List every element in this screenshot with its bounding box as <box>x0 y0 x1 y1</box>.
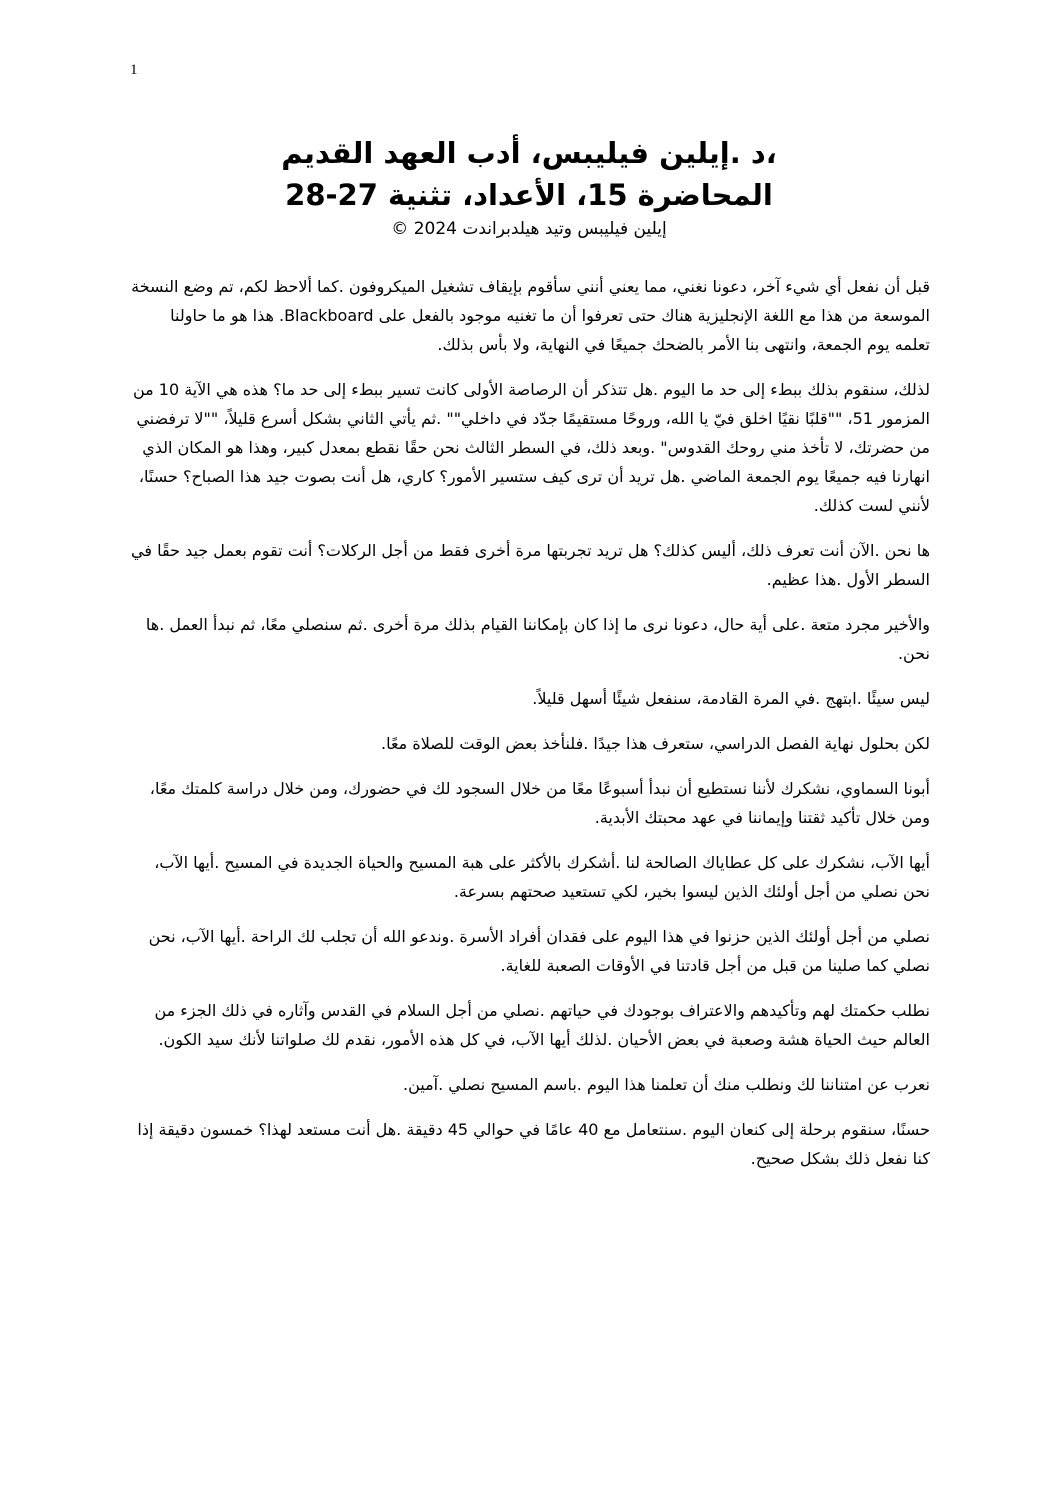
document-title-line-2: المحاضرة 15، الأعداد، تثنية 27-28 <box>285 178 773 212</box>
paragraph-prayer-opening: أبونا السماوي، نشكرك لأننا نستطيع أن نبدأ أسبوعًا معًا من خلال السجود لك في حضورك، ومن خلال دراسة كلمتك معًا، ومن خلال تأكيد ثقتنا وإيماننا في عهد محبتك الأبدية. <box>149 779 930 827</box>
paragraph-end-of-semester: لكن بحلول نهاية الفصل الدراسي، ستعرف هذا جيدًا .فلنأخذ بعض الوقت للصلاة معًا. <box>380 734 930 753</box>
paragraph-prayer-grief: نصلي من أجل أولئك الذين حزنوا في هذا اليوم على فقدان أفراد الأسرة .وندعو الله أن تجلب لك الراحة .أيها الآب، نحن نصلي كما صلينا من قبل من أجل قادتنا في الأوقات الصعبة للغاية. <box>148 927 930 975</box>
document-header <box>130 132 928 242</box>
document-body <box>130 272 930 1173</box>
paragraph-prayer-wisdom: نطلب حكمتك لهم وتأكيدهم والاعتراف بوجودك في حياتهم .نصلي من أجل السلام في القدس وآثاره في ذلك الجزء من العالم حيث الحياة هشة وصعبة في بعض الأحيان .لذلك أيها الآب، في كل هذه الأمور، نقدم لك صلواتنا لأنك سيد الكون. <box>154 1001 930 1049</box>
paragraph-try-again: ها نحن .الآن أنت تعرف ذلك، أليس كذلك؟ هل تريد تجربتها مرة أخرى فقط من أجل الركلات؟ أنت تقوم بعمل جيد حقًا في السطر الأول .هذا عظيم. <box>131 541 930 589</box>
paragraph-prayer-amen: نعرب عن امتناننا لك ونطلب منك أن تعلمنا هذا اليوم .باسم المسيح نصلي .آمين. <box>402 1075 930 1094</box>
paragraph-intro-singing: قبل أن نفعل أي شيء آخر، دعونا نغني، مما يعني أنني سأقوم بإيقاف تشغيل الميكروفون .كما ألاحظ لكم، تم وضع النسخة الموسعة من هذا مع اللغة الإنجليزية هناك حتى تعرفوا أن ما تغنيه موجود بالفعل على Blackboard. هذا هو ما حاولنا تعلمه يوم الجمعة، وانتهى بنا الأمر بالضحك جميعًا في النهاية، ولا بأس بذلك. <box>131 277 930 354</box>
paragraph-psalm-51: لذلك، سنقوم بذلك ببطء إلى حد ما اليوم .هل تتذكر أن الرصاصة الأولى كانت تسير ببطء إلى حد ما؟ هذه هي الآية 10 من المزمور 51، ""قلبًا نقيًا اخلق فيّ يا الله، وروحًا مستقيمًا جدّد في داخلي"" .ثم يأتي الثاني بشكل أسرع قليلاً، ""لا ترفضني من حضرتك، لا تأخذ مني روحك القدوس" .وبعد ذلك، في السطر الثالث نحن حقًا نقطع بمعدل كبير، وهذا هو المكان الذي انهارنا فيه جميعًا يوم الجمعة الماضي .هل تريد أن ترى كيف ستسير الأمور؟ كاري، هل أنت بصوت جيد هذا الصباح؟ حسنًا، لأنني لست كذلك. <box>132 380 930 515</box>
document-title-line-1: ،د .إيلين فيليبس، أدب العهد القديم <box>281 136 777 170</box>
paragraph-not-bad: ليس سيئًا .ابتهج .في المرة القادمة، سنفعل شيئًا أسهل قليلاً. <box>532 689 930 708</box>
paragraph-journey-canaan: حسنًا، سنقوم برحلة إلى كنعان اليوم .سنتعامل مع 40 عامًا في حوالي 45 دقيقة .هل أنت مستعد لهذا؟ خمسون دقيقة إذا كنا نفعل ذلك بشكل صحيح. <box>137 1120 930 1168</box>
copyright-notice: إيلين فيليبس وتيد هيلدبراندت 2024 © <box>391 219 667 239</box>
page-number: 1 <box>130 62 138 78</box>
paragraph-prayer-thanks: أيها الآب، نشكرك على كل عطاياك الصالحة لنا .أشكرك بالأكثر على هبة المسيح والحياة الجديدة في المسيح .أيها الآب، نحن نصلي من أجل أولئك الذين ليسوا بخير، لكي تستعيد صحتهم بسرعة. <box>154 853 930 901</box>
paragraph-last-one: والأخير مجرد متعة .على أية حال، دعونا نرى ما إذا كان بإمكاننا القيام بذلك مرة أخرى .ثم سنصلي معًا، ثم نبدأ العمل .ها نحن. <box>145 615 930 663</box>
